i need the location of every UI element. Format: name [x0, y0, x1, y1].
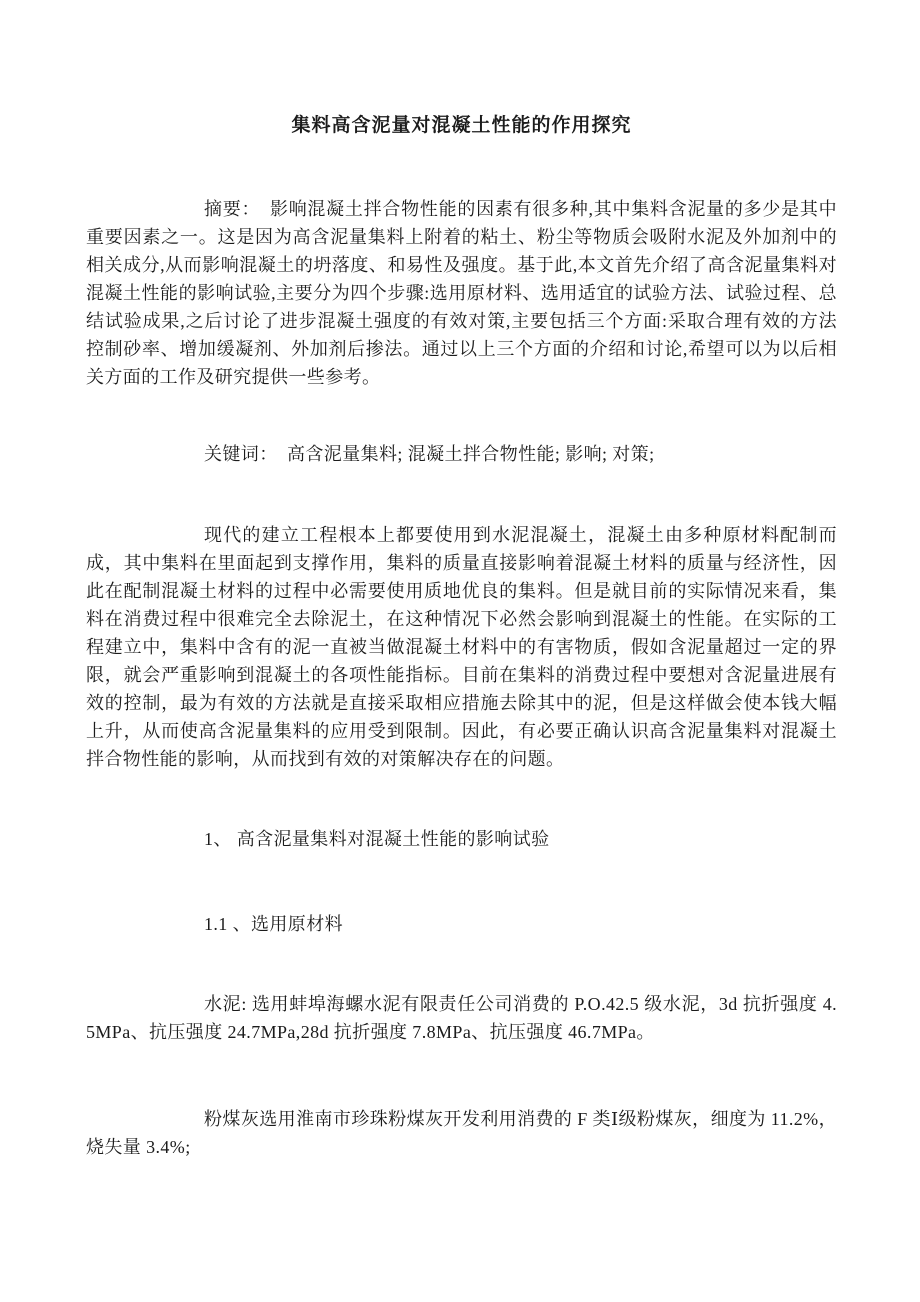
section-1-1-heading: 1.1 、选用原材料 [204, 914, 343, 934]
keywords-line: 关键词： 高含泥量集料; 混凝土拌合物性能; 影响; 对策; [204, 444, 655, 464]
cement-material-paragraph: 水泥: 选用蚌埠海螺水泥有限责任公司消费的 P.O.42.5 级水泥，3d 抗折强度 4.5MPa、抗压强度 24.7MPa,28d 抗折强度 7.8MPa、抗压强度 46.7MPa。 [86, 994, 837, 1042]
introduction-paragraph: 现代的建立工程根本上都要使用到水泥混凝土，混凝土由多种原材料配制而成，其中集料在里面起到支撑作用，集料的质量直接影响着混凝土材料的质量与经济性，因此在配制混凝土材料的过程中必需要使用质地优良的集料。但是就目前的实际情况来看，集料在消费过程中很难完全去除泥土，在这种情况下必然会影响到混凝土的性能。在实际的工程建立中，集料中含有的泥一直被当做混凝土材料中的有害物质，假如含泥量超过一定的界限，就会严重影响到混凝土的各项性能指标。目前在集料的消费过程中要想对含泥量进展有效的控制，最为有效的方法就是直接采取相应措施去除其中的泥，但是这样做会使本钱大幅上升，从而使高含泥量集料的应用受到限制。因此，有必要正确认识高含泥量集料对混凝土拌合物性能的影响，从而找到有效的对策解决存在的问题。 [86, 525, 837, 769]
fly-ash-material-paragraph: 粉煤灰选用淮南市珍珠粉煤灰开发利用消费的 F 类Ⅰ级粉煤灰，细度为 11.2%，烧失量 3.4%; [86, 1109, 837, 1157]
document-title: 集料高含泥量对混凝土性能的作用探究 [291, 115, 632, 136]
abstract-paragraph: 摘要： 影响混凝土拌合物性能的因素有很多种,其中集料含泥量的多少是其中重要因素之一。这是因为高含泥量集料上附着的粘土、粉尘等物质会吸附水泥及外加剂中的相关成分,从而影响混凝土的坍落度、和易性及强度。基于此,本文首先介绍了高含泥量集料对混凝土性能的影响试验,主要分为四个步骤:选用原材料、选用适宜的试验方法、试验过程、总结试验成果,之后讨论了进步混凝土强度的有效对策,主要包括三个方面:采取合理有效的方法控制砂率、增加缓凝剂、外加剂后掺法。通过以上三个方面的介绍和讨论,希望可以为以后相关方面的工作及研究提供一些参考。 [86, 199, 837, 387]
section-1-heading: 1、 高含泥量集料对混凝土性能的影响试验 [204, 829, 550, 849]
